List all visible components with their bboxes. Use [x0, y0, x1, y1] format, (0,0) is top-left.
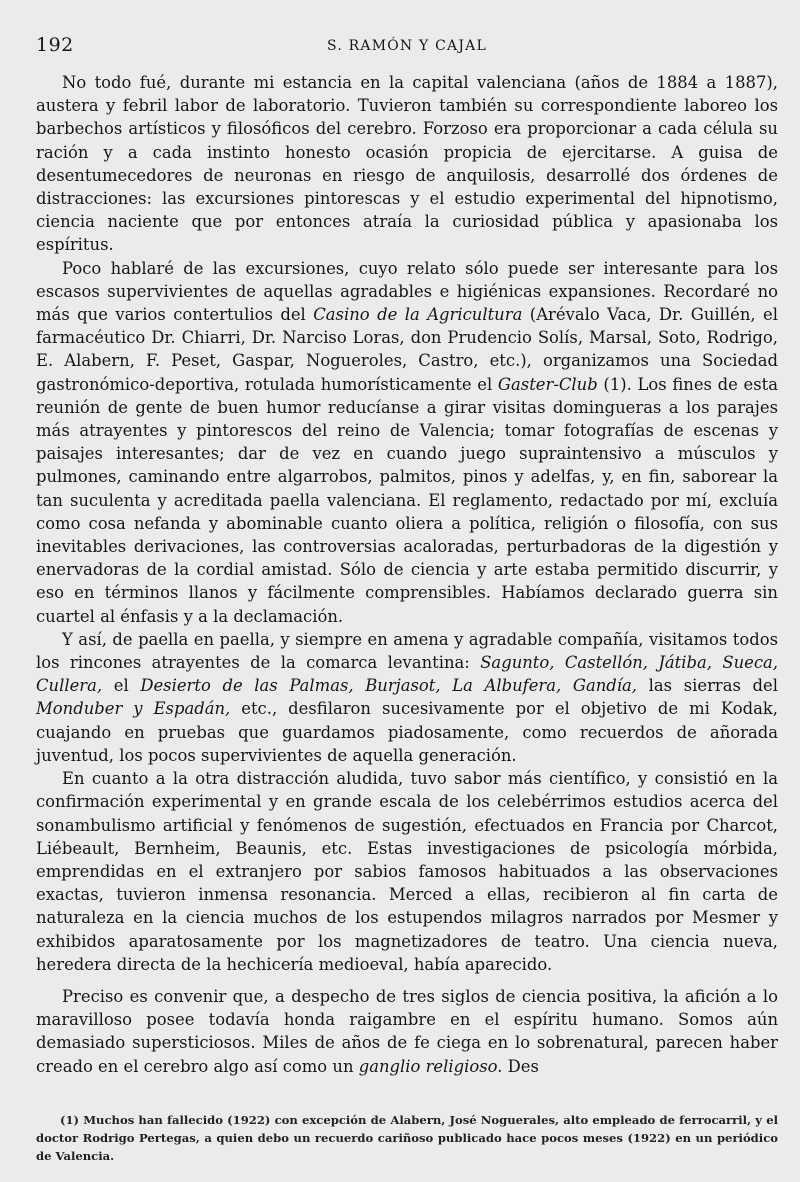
footnotes [36, 1111, 778, 1165]
paragraph-3-text-2: el [102, 676, 141, 696]
paragraph-3-text-3: las sierras del [637, 676, 778, 696]
paragraph-2-text-2: (Arévalo Vaca, Dr. Guillén, el farmacéutico Dr. Chiarri, Dr. Narciso Loras, don Prudencio Solís, Marsal, Soto, Rodrigo, E. Alabern, F. Peset, Gaspar, Nogueroles, Castro, etc.), organizamos una Sociedad gastronómico-deportiva, rotulada humorísticamente el [36, 305, 778, 394]
paragraph-3-text-4: etc., desfilaron sucesivamente por el objetivo de mi Kodak, cuajando en pruebas que guardamos piadosamente, como recuerdos de añorada juventud, los pocos supervivientes de aquella generación. [36, 699, 778, 765]
paragraph-2-italic-2: Gaster-Club [497, 374, 598, 394]
paragraph-3-text-1: Y así, de paella en paella, y siempre en amena y agradable compañía, visitamos todos los rincones atrayentes de la comarca levantina: [36, 629, 778, 673]
running-head: S. RAMÓN Y CAJAL [327, 38, 487, 54]
paragraph-3-italic-1: Sagunto, Castellón, Játiba, Sueca, Cullera, [36, 653, 778, 696]
paragraph-2-italic-1: Casino de la Agricultura [313, 305, 523, 325]
paragraph-2-text-1: Poco hablaré de las excursiones, cuyo relato sólo puede ser interesante para los escasos supervivientes de aquellas agradables e higiénicas expansiones. Recordaré no más que varios contertulios del [36, 258, 778, 325]
paragraph-5 [36, 985, 778, 1078]
paragraph-5-text-1: Preciso es convenir que, a despecho de tres siglos de ciencia positiva, la afición a lo maravilloso posee todavía honda raigambre en el espíritu humano. Somos aún demasiado supersticiosos. Miles de años de fe ciega en lo sobrenatural, parecen haber creado en el cerebro algo así como un [36, 986, 778, 1076]
paragraph-2-text-3: (1). Los fines de esta reunión de gente de buen humor reducíanse a girar visitas domingueras a los parajes más atrayentes y pintorescos del reino de Valencia; tomar fotografías de escenas y paisajes interesantes; dar de vez en cuando juego supraintensivo a músculos y pulmones, caminando entre algarrobos, palmitos, pinos y adelfas, y, en fin, saborear la tan suculenta y acreditada paella valenciana. El reglamento, redactado por mí, excluía como cosa nefanda y abominable cuanto oliera a política, religión o filosofía, con sus inevitables derivaciones, las controversias acaloradas, perturbadoras de la digestión y enervadoras de la cordial amistad. Sólo de ciencia y arte estaba permitido discurrir, y eso en términos llanos y fácilmente comprensibles. Habíamos declarado guerra sin cuartel al énfasis y a la declamación. [36, 374, 778, 626]
paragraph-5-italic-1: ganglio religioso. [358, 1056, 503, 1076]
paragraph-5-text-2: Des [502, 1056, 539, 1076]
paragraph-2 [36, 257, 778, 628]
paragraph-3 [36, 628, 778, 767]
paragraph-3-italic-3: Monduber y Espadán, [36, 699, 231, 719]
body-text [36, 71, 778, 1078]
paragraph-4: En cuanto a la otra distracción aludida, tuvo sabor más científico, y consistió en la confirmación experimental y en grande escala de los celebérrimos estudios acerca del sonambulismo artificial y fenómenos de sugestión, efectuados en Francia por Charcot, Liébeault, Bernheim, Beaunis, etc. Estas investigaciones de psicología mórbida, emprendidas en el extranjero por sabios famosos habituados a las observaciones exactas, tuvieron inmensa resonancia. Merced a ellas, recibieron al fin carta de naturaleza en la ciencia muchos de los estupendos milagros narrados por Mesmer y exhibidos aparatosamente por los magnetizadores de teatro. Una ciencia nueva, heredera directa de la hechicería medioeval, había aparecido. [36, 769, 778, 974]
footnote-1: (1) Muchos han fallecido (1922) con excepción de Alabern, José Noguerales, alto empleado de ferrocarril, y el doctor Rodrigo Pertegas, a quien debo un recuerdo cariñoso publicado hace pocos meses (1922) en un periódico de Valencia. [36, 1113, 778, 1163]
paragraph-1: No todo fué, durante mi estancia en la capital valenciana (años de 1884 a 1887), austera y febril labor de laboratorio. Tuvieron también su correspondiente laboreo los barbechos artísticos y filosóficos del cerebro. Forzoso era proporcionar a cada célula su ración y a cada instinto honesto ocasión propicia de ejercitarse. A guisa de desentumecedores de neuronas en riesgo de anquilosis, desarrollé dos órdenes de distracciones: las excursiones pintorescas y el estudio experimental del hipnotismo, ciencia naciente que por entonces atraía la curiosidad pública y apasionaba los espíritus. [36, 73, 778, 255]
page-number: 192 [36, 34, 74, 56]
page-header [36, 34, 778, 60]
paragraph-3-italic-2: Desierto de las Palmas, Burjasot, La Albufera, Gandía, [140, 676, 638, 696]
